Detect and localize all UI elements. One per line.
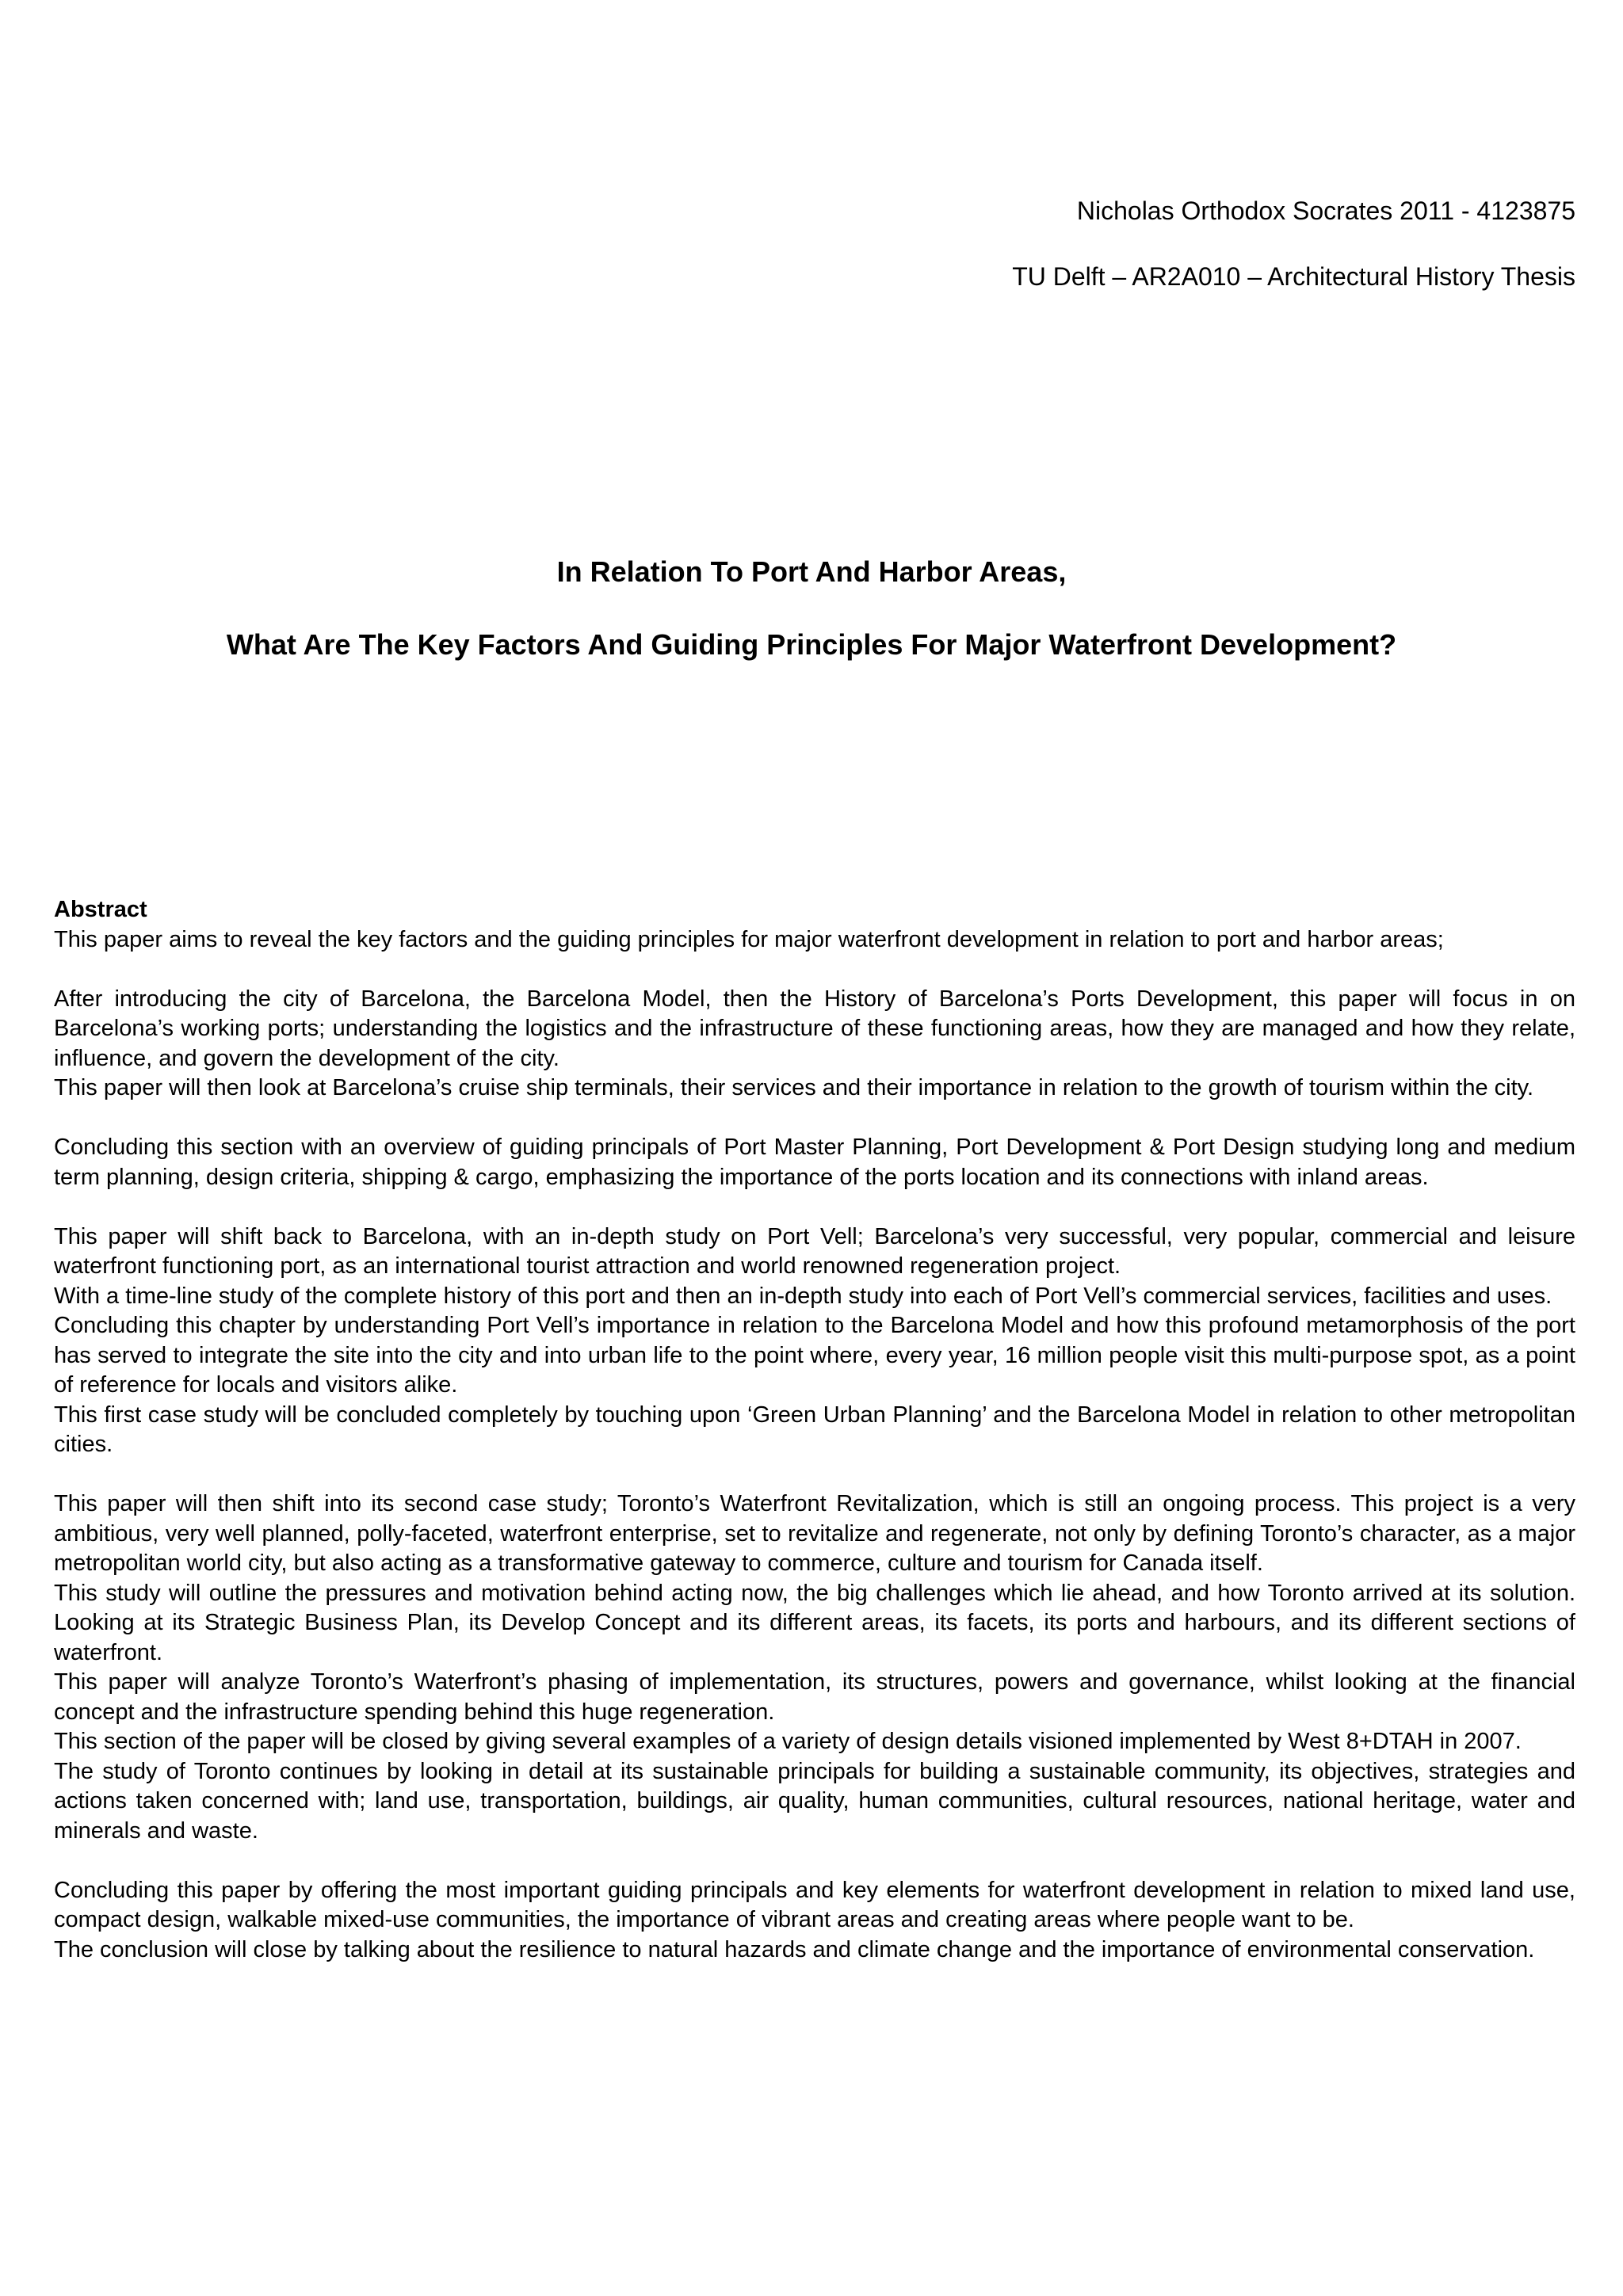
abstract-paragraph: Concluding this paper by offering the most important guiding principals and key elements for waterfront development in relation to mixed land use, compact design, walkable mixed-use communities, the importance of vibrant areas and creating areas where people want to be.	[54, 1877, 1575, 1932]
title-line-2: What Are The Key Factors And Guiding Principles For Major Waterfront Development?	[226, 628, 1397, 661]
abstract-paragraph: Concluding this chapter by understanding Port Vell’s importance in relation to the Barcelona Model and how this profound metamorphosis of the port has served to integrate the site into the city and into urban life to the point where, every year, 16 million people visit this multi-purpose spot, as a point of reference for locals and visitors alike.	[54, 1313, 1575, 1398]
abstract-paragraph: This paper will analyze Toronto’s Waterfront’s phasing of implementation, its structures, powers and governance, whilst looking at the financial concept and the infrastructure spending behind this huge regeneration.	[54, 1669, 1575, 1725]
abstract-paragraph: After introducing the city of Barcelona, the Barcelona Model, then the History of Barcelona’s Ports Development, this paper will focus in on Barcelona’s working ports; understanding the logistics and the infrastructure of these functioning areas, how they are managed and how they relate, influence, and govern the development of the city.	[54, 986, 1575, 1071]
paragraph-gap	[54, 1846, 1575, 1876]
abstract-section	[54, 895, 1575, 1965]
paragraph-gap	[54, 955, 1575, 985]
abstract-paragraph: This study will outline the pressures and motivation behind acting now, the big challenges which lie ahead, and how Toronto arrived at its solution. Looking at its Strategic Business Plan, its Develop Concept and its different areas, its facets, its ports and harbours, and its different sections of waterfront.	[54, 1580, 1575, 1665]
abstract-paragraph: This paper will shift back to Barcelona, with an in-depth study on Port Vell; Barcelona’s very successful, very popular, commercial and leisure waterfront functioning port, as an international tourist attraction and world renowned regeneration project.	[54, 1223, 1575, 1279]
abstract-paragraph: This paper will then shift into its second case study; Toronto’s Waterfront Revitalization, which is still an ongoing process. This project is a very ambitious, very well planned, polly-faceted, waterfront enterprise, set to revitalize and regenerate, not only by defining Toronto’s character, as a major metropolitan world city, but also acting as a transformative gateway to commerce, culture and tourism for Canada itself.	[54, 1491, 1575, 1576]
abstract-paragraph: With a time-line study of the complete history of this port and then an in-depth study into each of Port Vell’s commercial services, facilities and uses.	[54, 1283, 1552, 1309]
author-line: Nicholas Orthodox Socrates 2011 - 4123875	[1076, 196, 1575, 225]
abstract-paragraph: This paper will then look at Barcelona’s cruise ship terminals, their services and their importance in relation to the growth of tourism within the city.	[54, 1075, 1534, 1100]
abstract-heading: Abstract	[54, 897, 147, 922]
abstract-paragraph: This first case study will be concluded completely by touching upon ‘Green Urban Planning’ and the Barcelona Model in relation to other metropolitan cities.	[54, 1402, 1575, 1457]
abstract-paragraph: The study of Toronto continues by looking in detail at its sustainable principals for building a sustainable community, its objectives, strategies and actions taken concerned with; land use, transportation, buildings, air quality, human communities, cultural resources, national heritage, water and minerals and waste.	[54, 1758, 1575, 1844]
document-title	[0, 555, 1623, 700]
abstract-paragraph: This paper aims to reveal the key factors and the guiding principles for major waterfront development in relation to port and harbor areas;	[54, 926, 1444, 952]
abstract-paragraph: Concluding this section with an overview of guiding principals of Port Master Planning, Port Development & Port Design studying long and medium term planning, design criteria, shipping & cargo, emphasizing the importance of the ports location and its connections with inland areas.	[54, 1135, 1575, 1190]
abstract-paragraph: This section of the paper will be closed by giving several examples of a variety of design details visioned implemented by West 8+DTAH in 2007.	[54, 1729, 1522, 1754]
paragraph-gap	[54, 1460, 1575, 1490]
title-line-1: In Relation To Port And Harbor Areas,	[556, 555, 1067, 588]
paragraph-gap	[54, 1192, 1575, 1222]
document-header	[466, 195, 1575, 326]
course-line: TU Delft – AR2A010 – Architectural History Thesis	[1012, 262, 1575, 291]
abstract-paragraph: The conclusion will close by talking about the resilience to natural hazards and climate change and the importance of environmental conservation.	[54, 1936, 1535, 1962]
paragraph-gap	[54, 1104, 1575, 1134]
